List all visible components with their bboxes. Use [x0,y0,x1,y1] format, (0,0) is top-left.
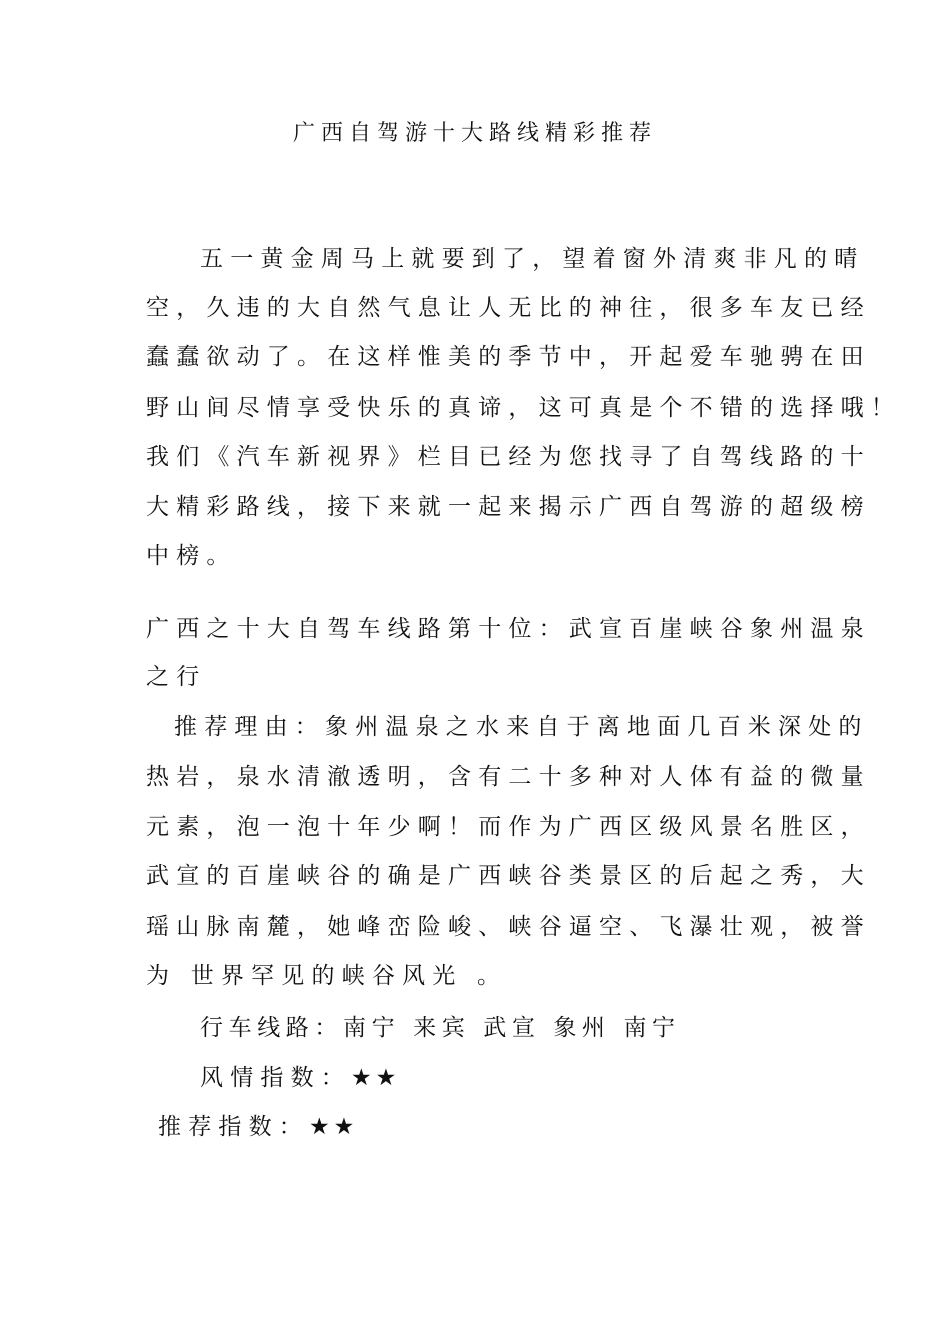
intro-line: 大精彩路线，接下来就一起来揭示广西自驾游的超级榜 [146,494,871,520]
scenery-stars-icon: ★★ [351,1065,401,1091]
reason-line: 瑶山脉南麓，她峰峦险峻、峡谷逼空、飞瀑壮观，被誉 [146,914,871,940]
scenery-index [200,1063,400,1093]
intro-line: 野山间尽情享受快乐的真谛，这可真是个不错的选择哦！ [146,395,901,421]
recommend-index-label: 推荐指数： [158,1114,309,1140]
section-heading-line: 之行 [146,664,207,690]
scenery-index-label: 风情指数： [200,1065,351,1091]
route-line: 行车线路：南宁 来宾 武宣 象州 南宁 [200,1015,681,1041]
reason-line: 为 世界罕见的峡谷风光 。 [146,963,508,989]
reason-line: 元素，泡一泡十年少啊！而作为广西区级风景名胜区， [146,814,871,840]
reason-line: 热岩，泉水清澈透明，含有二十多种对人体有益的微量 [146,764,871,790]
recommend-stars-icon: ★★ [309,1114,359,1140]
intro-line: 五一黄金周马上就要到了，望着窗外清爽非凡的晴 [200,246,865,272]
intro-line: 空，久违的大自然气息让人无比的神往，很多车友已经 [146,295,871,321]
document-title: 广西自驾游十大路线精彩推荐 [292,121,657,146]
intro-line: 中榜。 [146,543,237,569]
intro-line: 我们《汽车新视界》栏目已经为您找寻了自驾线路的十 [146,444,871,470]
reason-line: 武宣的百崖峡谷的确是广西峡谷类景区的后起之秀，大 [146,863,871,889]
intro-line: 蠢蠢欲动了。在这样惟美的季节中，开起爱车驰骋在田 [146,344,871,370]
recommend-index [158,1112,358,1142]
reason-line: 推荐理由：象州温泉之水来自于离地面几百米深处的 [174,714,869,740]
section-heading-line: 广西之十大自驾车线路第十位：武宣百崖峡谷象州温泉 [146,616,871,642]
